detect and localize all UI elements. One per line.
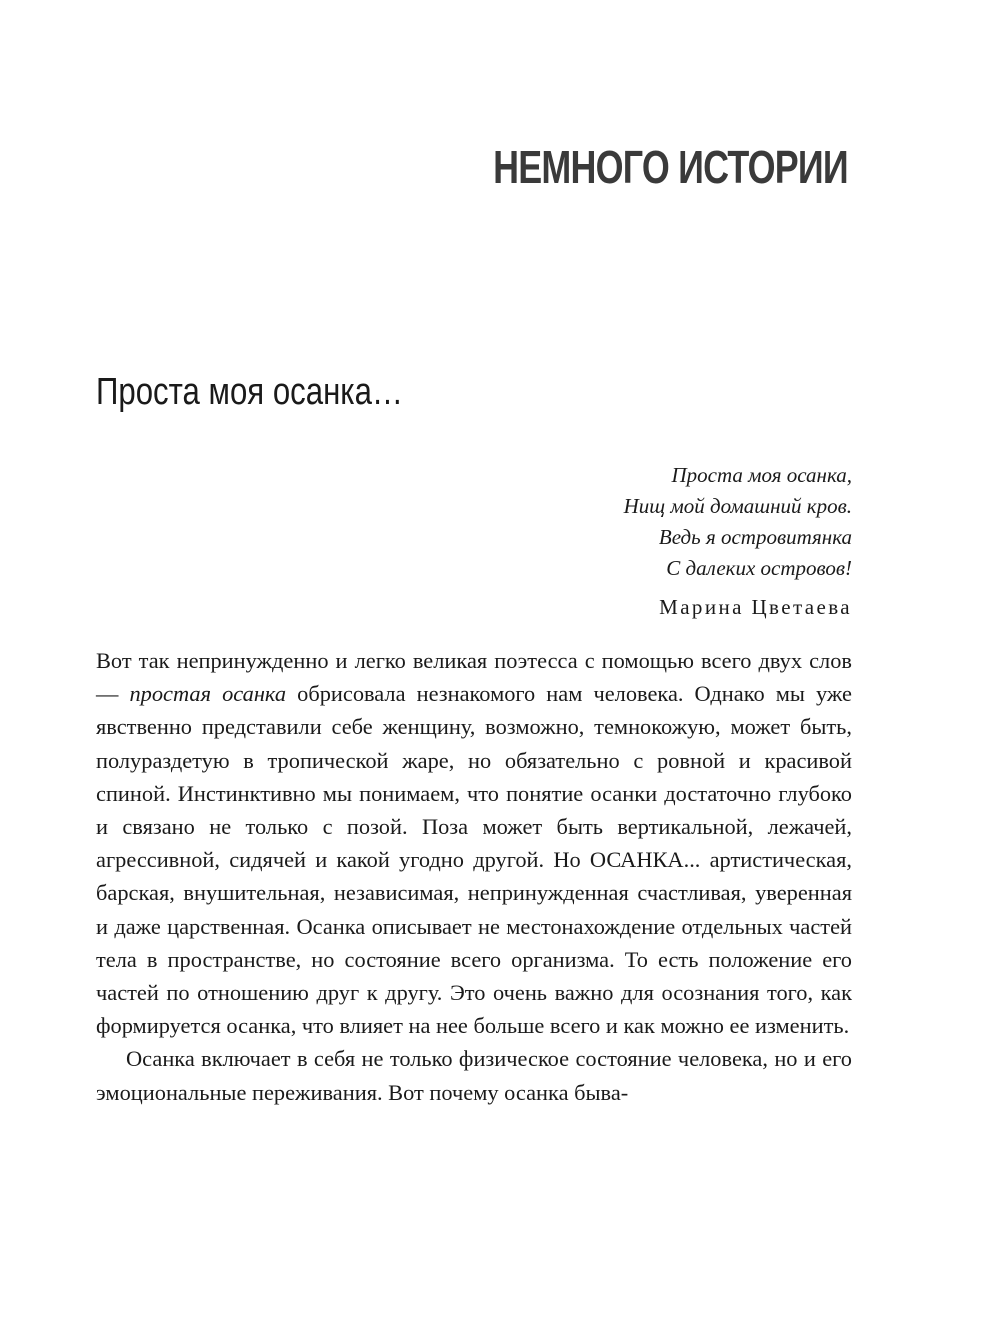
epigraph-author: Марина Цветаева xyxy=(659,595,852,619)
body-text xyxy=(96,644,852,1109)
chapter-title: НЕМНОГО ИСТОРИИ xyxy=(493,141,848,193)
paragraph-1-text-b: обрисовала незнакомого нам человека. Однако мы уже явственно представили себе женщину, возможно, темнокожую, может быть, полураздетую в тропической жаре, но обязательно с ровной и красивой спиной. Инстинктивно мы понимаем, что понятие осанки достаточно глубоко и связано не только с позой. Поза может быть вертикальной, лежачей, агрессивной, сидячей и какой угодно другой. Но ОСАНКА... артистическая, барская, внушительная, независимая, непринужденная счастливая, уверенная и даже царственная. Осанка описывает не местонахождение отдельных частей тела в пространстве, но состояние всего организма. То есть положение его частей по отношению друг к другу. Это очень важно для осознания того, как формируется осанка, что влияет на нее больше всего и как можно ее изменить. xyxy=(96,681,852,1039)
epigraph-line: С далеких островов! xyxy=(666,556,852,580)
epigraph-line: Ведь я островитянка xyxy=(658,525,852,549)
paragraph-2: Осанка включает в себя не только физическое состояние человека, но и его эмоциональные переживания. Вот почему осанка быва- xyxy=(96,1046,852,1105)
paragraph-1-emphasis: простая осанка xyxy=(129,681,287,707)
epigraph-line: Проста моя осанка, xyxy=(671,463,852,487)
epigraph xyxy=(624,460,852,622)
paragraph-1-text-a: Вот так непринужденно и легко великая поэтесса с помощью всего двух слов — xyxy=(96,648,852,707)
section-title: Проста моя осанка… xyxy=(96,371,404,413)
paragraph-1 xyxy=(96,644,852,1042)
epigraph-line: Нищ мой домашний кров. xyxy=(623,494,852,518)
